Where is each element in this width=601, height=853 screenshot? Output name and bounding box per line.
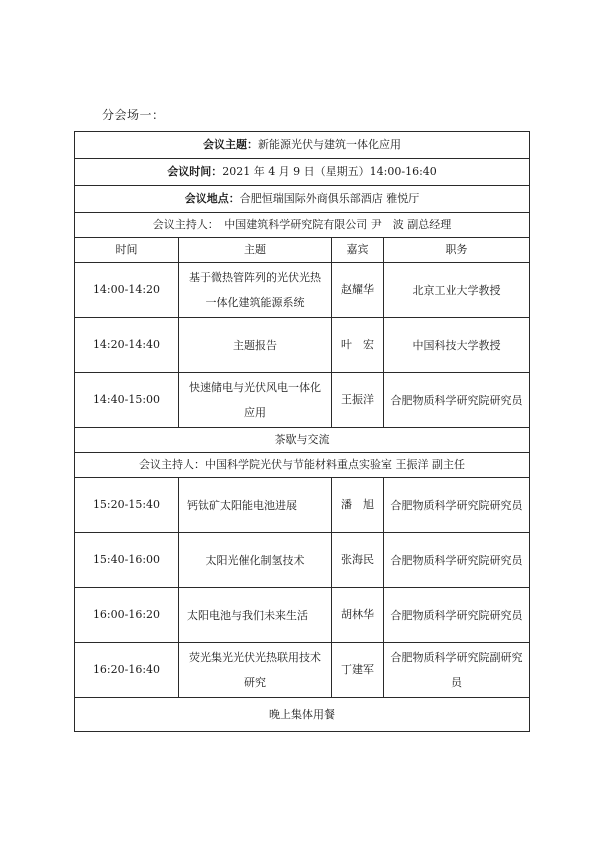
table-row (75, 588, 530, 643)
time-row (75, 159, 530, 186)
time-cell (75, 159, 530, 186)
table-row (75, 318, 530, 373)
talk-guest: 胡林华 (332, 588, 384, 643)
talk-topic: 主题报告 (179, 318, 332, 373)
host-row-2 (75, 453, 530, 478)
talk-post: 合肥物质科学研究院研究员 (384, 533, 530, 588)
header-topic: 主题 (179, 238, 332, 263)
talk-post: 合肥物质科学研究院研究员 (384, 478, 530, 533)
talk-guest: 叶 宏 (332, 318, 384, 373)
talk-topic: 太阳光催化制氢技术 (179, 533, 332, 588)
theme-cell (75, 132, 530, 159)
talk-topic: 荧光集光光伏光热联用技术研究 (179, 643, 332, 698)
time-value: 2021 年 4 月 9 日（星期五）14:00-16:40 (222, 165, 437, 178)
agenda-table (74, 131, 530, 732)
location-label: 会议地点： (184, 192, 240, 205)
talk-time: 16:20-16:40 (75, 643, 179, 698)
talk-time: 15:20-15:40 (75, 478, 179, 533)
talk-time: 16:00-16:20 (75, 588, 179, 643)
talk-post: 北京工业大学教授 (384, 263, 530, 318)
table-row (75, 533, 530, 588)
header-post: 职务 (384, 238, 530, 263)
table-row (75, 643, 530, 698)
theme-value: 新能源光伏与建筑一体化应用 (258, 138, 401, 151)
host-cell-1: 会议主持人： 中国建筑科学研究院有限公司 尹 波 副总经理 (75, 213, 530, 238)
host-cell-2: 会议主持人：中国科学院光伏与节能材料重点实验室 王振洋 副主任 (75, 453, 530, 478)
talk-guest: 张海民 (332, 533, 384, 588)
table-row (75, 478, 530, 533)
header-row (75, 238, 530, 263)
dinner-cell: 晚上集体用餐 (75, 698, 530, 732)
talk-guest: 王振洋 (332, 373, 384, 428)
dinner-row (75, 698, 530, 732)
table-row (75, 373, 530, 428)
talk-time: 14:20-14:40 (75, 318, 179, 373)
header-time: 时间 (75, 238, 179, 263)
theme-label: 会议主题： (203, 138, 258, 151)
location-value: 合肥恒瑞国际外商俱乐部酒店 雅悦厅 (239, 192, 420, 205)
talk-topic: 快速储电与光伏风电一体化应用 (179, 373, 332, 428)
talk-topic: 基于微热管阵列的光伏光热一体化建筑能源系统 (179, 263, 332, 318)
talk-time: 14:40-15:00 (75, 373, 179, 428)
talk-guest: 潘 旭 (332, 478, 384, 533)
talk-post: 合肥物质科学研究院研究员 (384, 373, 530, 428)
break-cell: 茶歇与交流 (75, 428, 530, 453)
time-label: 会议时间： (167, 165, 223, 178)
header-guest: 嘉宾 (332, 238, 384, 263)
talk-time: 15:40-16:00 (75, 533, 179, 588)
location-cell (75, 186, 530, 213)
theme-row (75, 132, 530, 159)
talk-guest: 赵耀华 (332, 263, 384, 318)
session-label: 分会场一： (102, 108, 165, 122)
talk-post: 合肥物质科学研究院副研究员 (384, 643, 530, 698)
location-row (75, 186, 530, 213)
talk-post: 合肥物质科学研究院研究员 (384, 588, 530, 643)
talk-topic: 钙钛矿太阳能电池进展 (179, 478, 332, 533)
talk-topic: 太阳电池与我们未来生活 (179, 588, 332, 643)
talk-post: 中国科技大学教授 (384, 318, 530, 373)
talk-guest: 丁建军 (332, 643, 384, 698)
talk-time: 14:00-14:20 (75, 263, 179, 318)
table-row (75, 263, 530, 318)
break-row (75, 428, 530, 453)
host-row-1 (75, 213, 530, 238)
